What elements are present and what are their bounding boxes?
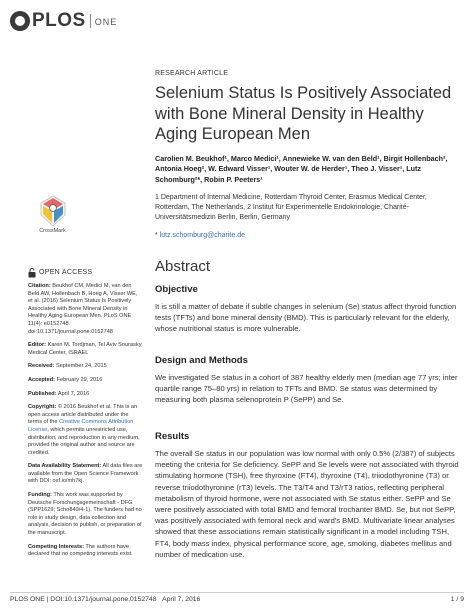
author-list: Carolien M. Beukhof¹, Marco Medici¹, Annewieke W. van den Beld¹, Birgit Hollenbach², Antonia Hoeg², W. Edward Visser¹, Wouter W. de Herder¹, Theo J. Visser¹, Lutz Schomburg²*, Robin P. Peeters¹ xyxy=(155,153,448,184)
design-section xyxy=(155,355,459,406)
abstract-heading: Abstract xyxy=(155,258,211,275)
footer-divider xyxy=(10,592,464,593)
article-sidebar xyxy=(28,268,143,565)
open-access-label: OPEN ACCESS xyxy=(39,269,93,277)
data-availability-block: Data Availability Statement: All data files are available from the Open Science Framework with DOI: osf.io/mh7kj. xyxy=(28,463,143,485)
crossmark-icon xyxy=(40,195,66,227)
plos-one-logo[interactable] xyxy=(10,8,117,34)
logo-divider xyxy=(90,14,91,28)
editor-block: Editor: Karen M. Tordjman, Tel Aviv Sourasky Medical Center, ISRAEL xyxy=(28,342,142,356)
open-access-badge xyxy=(28,268,143,278)
design-text: We investigated Se status in a cohort of 387 healthy elderly men (median age 77 yrs; inter quartile range 75–80 yrs) in relation to TFTs and BMD. Se status was determined by measuring both plasma selenoprotein P (SePP) and Se. xyxy=(155,373,458,405)
results-section xyxy=(155,431,459,560)
footer-citation: PLOS ONE | DOI:10.1371/journal.pone.0152748 April 7, 2016 xyxy=(10,596,201,603)
logo-text: PLOS xyxy=(32,10,86,31)
article-header xyxy=(155,70,455,275)
received-block: Received: September 24, 2015 xyxy=(28,363,107,370)
citation-block: Citation: Beukhof CM, Medici M, van den Beld AW, Hollenbach B, Hoeg A, Visser WE, et al. (2016) Selenium Status Is Positively Associated with Bone Mineral Density in Healthy Aging European Men. PLoS ONE 11(4): e0152748. doi:10.1371/journal.pone.0152748 xyxy=(28,283,138,335)
objective-text: It is still a matter of debate if subtle changes in selenium (Se) status affect thyroid function tests (TFTs) and bone mineral density (BMD). This is particularly relevant for the elderly, whose nutritional status is more vulnerable. xyxy=(155,302,457,334)
email-prefix: * xyxy=(155,232,160,239)
funding-block: Funding: This work was supported by Deutsche Forschungsgemeinschaft - DFG (SPP1629; Scho849/4-1). The funders had no role in study design, data collection and analysis, decision to publish, or preparation of the manuscript. xyxy=(28,492,142,537)
objective-heading: Objective xyxy=(155,284,198,295)
crossmark-badge[interactable] xyxy=(30,195,75,234)
footer-date: April 7, 2016 xyxy=(162,596,201,603)
plos-logo-icon xyxy=(10,11,30,31)
article-type-label: RESEARCH ARTICLE xyxy=(155,70,229,77)
article-title: Selenium Status Is Positively Associated with Bone Mineral Density in Healthy Aging European Men xyxy=(155,84,452,143)
design-heading: Design and Methods xyxy=(155,355,248,366)
results-text: The overall Se status in our population was low normal with only 0.5% (2/387) of subjects meeting the criteria for Se deficiency. SePP and Se levels were not associated with thyroid stimulating hormone (TSH), free thyroxine (FT4), thyroxine (T4), triiodothyronine (T3) or reverse triiodothyronine (rT3) levels. The T3/T4 and T3/rT3 ratios, reflecting peripheral metabolism of thyroid hormone, were not associated with Se status either. SePP and Se were positively associated with total BMD and femoral trochanter BMD. Se, but not SePP, was positively associated with femoral neck and ward's BMD. Multivariate linear analyses showed that these associations remain statistically significant in a model including TSH, FT4, body mass index, physical performance score, age, smoking, diabetes mellitus and number of medication use. xyxy=(155,449,459,559)
open-lock-icon xyxy=(28,268,36,278)
page-number: 1 / 9 xyxy=(450,596,464,603)
email-link[interactable]: lutz.schomburg@charite.de xyxy=(159,232,245,239)
corresponding-email xyxy=(155,232,455,239)
license-link[interactable]: Creative Commons Attribution License xyxy=(28,419,134,433)
accepted-block: Accepted: February 29, 2016 xyxy=(28,376,103,383)
affiliations: 1 Department of Internal Medicine, Rotterdam Thyroid Center, Erasmus Medical Center, Rotterdam, The Netherlands, 2 Institut für Experimentelle Endokrinologie, Charité-Universitätsmedizin Berlin, Berlin, Germany xyxy=(155,194,427,221)
results-heading: Results xyxy=(155,431,190,442)
objective-section xyxy=(155,284,459,335)
crossmark-label: CrossMark xyxy=(39,228,66,234)
published-block: Published: April 7, 2016 xyxy=(28,390,90,397)
page-footer xyxy=(10,596,464,603)
logo-suffix: ONE xyxy=(94,16,118,27)
competing-interests-block: Competing Interests: The authors have declared that no competing interests exist. xyxy=(28,543,133,558)
copyright-block: Copyright: © 2016 Beukhof et al. This is an open access article distributed under the terms of the Creative Commons Attribution License, which permits unrestricted use, distribution, and reproduction in any medium, provided the original author and source are credited. xyxy=(28,404,140,456)
